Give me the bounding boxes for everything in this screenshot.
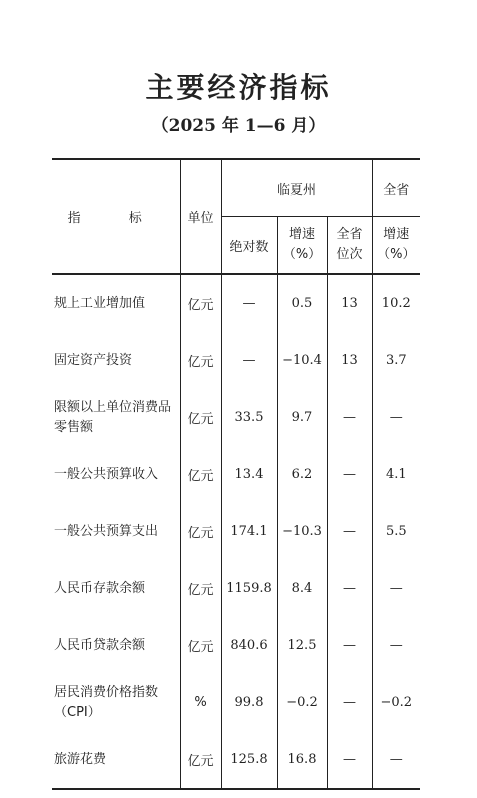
row-province-growth: — [372,617,420,674]
row-growth: 12.5 [277,617,327,674]
page-title: 主要经济指标 [145,71,332,104]
row-rank: — [327,731,372,789]
header-indicator: 指 标 [52,159,180,274]
row-indicator: 人民币贷款余额 [54,637,146,653]
row-growth: 8.4 [277,560,327,617]
row-indicator: 规上工业增加值 [54,295,146,311]
header-prov-growth-line2: （%） [377,247,416,262]
table-row [52,389,420,446]
header-region: 临夏州 [221,159,372,217]
row-growth: −10.3 [277,503,327,560]
header-growth-line1: 增速 [288,227,315,242]
page-subtitle: （2025 年 1—6 月） [151,116,326,136]
row-province-growth: 10.2 [372,275,420,333]
table-row [52,674,420,731]
row-absolute: 125.8 [221,731,277,789]
row-absolute: 1159.8 [221,560,277,617]
row-rank: 13 [327,332,372,389]
row-growth: 16.8 [277,731,327,789]
row-unit: 亿元 [180,560,221,617]
row-rank: — [327,617,372,674]
header-province-growth [372,217,420,274]
table-row [52,446,420,503]
row-growth: −10.4 [277,332,327,389]
header-unit: 单位 [180,159,221,274]
row-unit: 亿元 [180,617,221,674]
table-row [52,731,420,789]
header-rank-line1: 全省 [336,227,363,242]
row-rank: — [327,674,372,731]
row-rank: — [327,560,372,617]
row-growth: 6.2 [277,446,327,503]
row-province-growth: — [372,389,420,446]
header-prov-growth-line1: 增速 [383,227,410,242]
row-province-growth: — [372,731,420,789]
row-indicator: 旅游花费 [52,731,180,789]
row-growth: 9.7 [277,389,327,446]
row-rank: — [327,389,372,446]
table-row [52,617,420,674]
row-absolute: 174.1 [221,503,277,560]
header-rank-line2: 位次 [336,247,363,262]
header-province: 全省 [372,159,420,217]
economic-indicators-table [52,158,420,790]
row-rank: 13 [327,275,372,333]
row-indicator: 一般公共预算支出 [54,523,159,539]
row-province-growth: 3.7 [372,332,420,389]
row-province-growth: 5.5 [372,503,420,560]
row-unit: 亿元 [180,389,221,446]
row-indicator: 一般公共预算收入 [54,466,159,482]
row-indicator: 固定资产投资 [54,352,133,368]
row-indicator: 居民消费价格指数（CPI） [54,684,159,720]
row-indicator: 限额以上单位消费品零售额 [54,399,172,435]
row-unit: % [180,674,221,731]
table-row [52,503,420,560]
row-rank: — [327,446,372,503]
header-rank [327,217,372,274]
header-absolute: 绝对数 [221,217,277,274]
row-province-growth: −0.2 [372,674,420,731]
row-absolute: 33.5 [221,389,277,446]
row-growth: 0.5 [277,275,327,333]
header-growth [277,217,327,274]
row-unit: 亿元 [180,503,221,560]
row-province-growth: — [372,560,420,617]
table-row [52,275,420,333]
row-rank: — [327,503,372,560]
row-province-growth: 4.1 [372,446,420,503]
row-absolute: 99.8 [221,674,277,731]
row-indicator: 人民币存款余额 [54,580,146,596]
table-row [52,560,420,617]
header-growth-line2: （%） [282,247,322,262]
row-growth: −0.2 [277,674,327,731]
row-unit: 亿元 [180,332,221,389]
row-unit: 亿元 [180,275,221,333]
row-unit: 亿元 [180,731,221,789]
row-unit: 亿元 [180,446,221,503]
row-absolute: — [221,275,277,333]
table-row [52,332,420,389]
row-absolute: 840.6 [221,617,277,674]
row-absolute: 13.4 [221,446,277,503]
row-absolute: — [221,332,277,389]
